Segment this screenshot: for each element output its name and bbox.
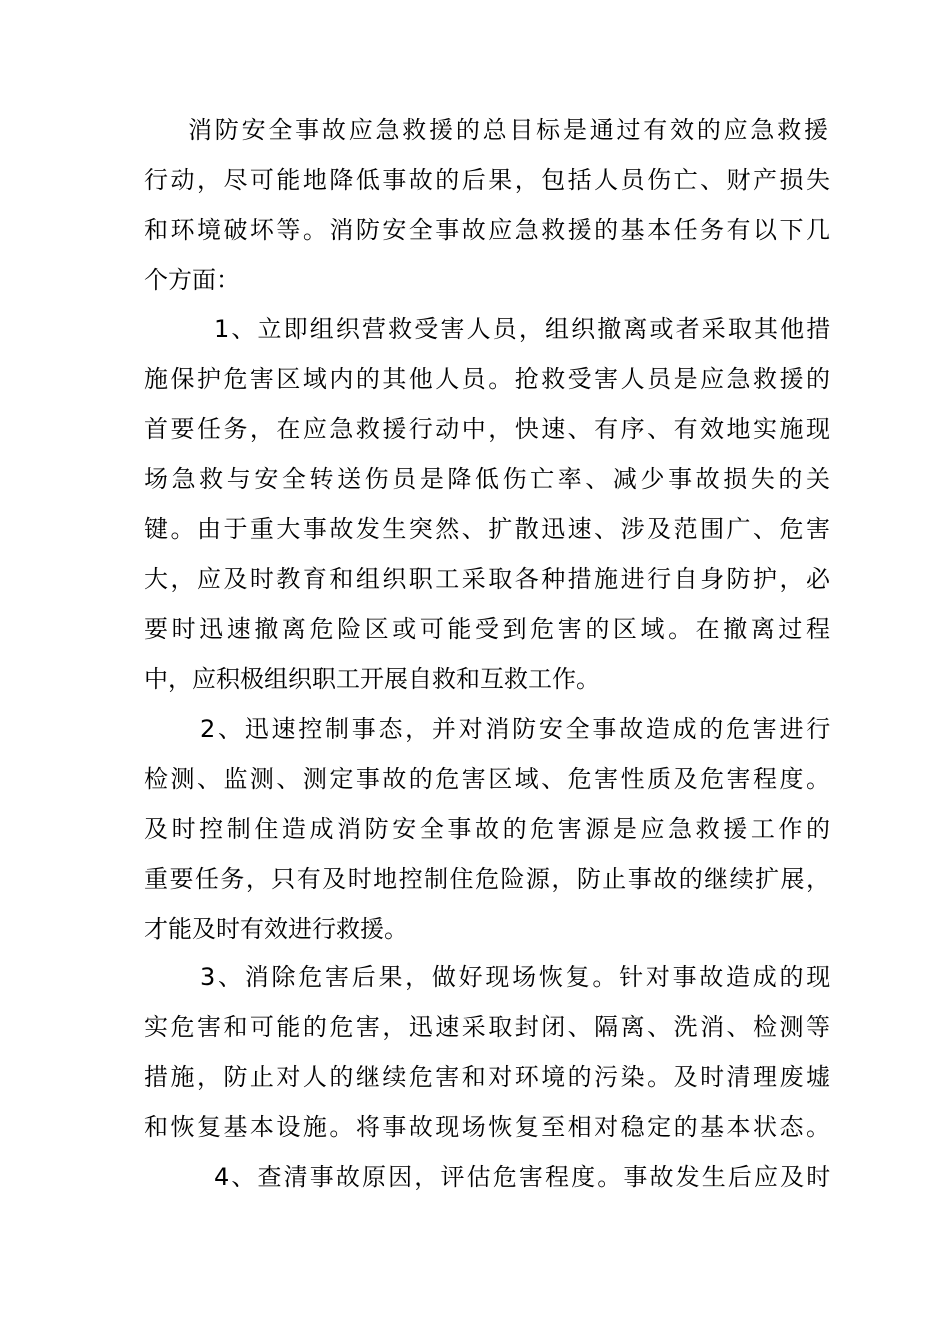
paragraph-2-line-7: 要时迅速撤离危险区或可能受到危害的区域。在撤离过程 xyxy=(144,615,834,643)
paragraph-3-line-2: 检测、监测、测定事故的危害区域、危害性质及危害程度。 xyxy=(144,765,833,793)
paragraph-2-line-8: 中，应积极组织职工开展自救和互救工作。 xyxy=(144,665,600,693)
paragraph-2-line-2: 施保护危害区域内的其他人员。抢救受害人员是应急救援的 xyxy=(144,365,833,393)
paragraph-1-line-4: 个方面： xyxy=(144,266,240,294)
paragraph-2-line-6: 大，应及时教育和组织职工采取各种措施进行自身防护，必 xyxy=(144,565,833,593)
paragraph-3-line-5: 才能及时有效进行救援。 xyxy=(144,915,408,943)
paragraph-4-line-2: 实危害和可能的危害，迅速采取封闭、隔离、洗消、检测等 xyxy=(144,1013,833,1041)
paragraph-4-line-4: 和恢复基本设施。将事故现场恢复至相对稳定的基本状态。 xyxy=(144,1113,833,1141)
paragraph-1-line-1: 消防安全事故应急救援的总目标是通过有效的应急救援 xyxy=(188,116,831,144)
paragraph-4-line-1: 3、消除危害后果，做好现场恢复。针对事故造成的现 xyxy=(200,963,834,991)
paragraph-1-line-2: 行动，尽可能地降低事故的后果，包括人员伤亡、财产损失 xyxy=(144,166,833,194)
paragraph-3-line-1: 2、迅速控制事态，并对消防安全事故造成的危害进行 xyxy=(200,715,834,743)
paragraph-3-line-3: 及时控制住造成消防安全事故的危害源是应急救援工作的 xyxy=(144,815,834,843)
paragraph-2-line-4: 场急救与安全转送伤员是降低伤亡率、减少事故损失的关 xyxy=(144,465,834,493)
paragraph-2-line-1: 1、立即组织营救受害人员，组织撤离或者采取其他措 xyxy=(214,315,833,343)
paragraph-1-line-3: 和环境破坏等。消防安全事故应急救援的基本任务有以下几 xyxy=(144,216,833,244)
paragraph-5-line-1: 4、查清事故原因，评估危害程度。事故发生后应及时 xyxy=(214,1163,833,1191)
paragraph-3-line-4: 重要任务，只有及时地控制住危险源，防止事故的继续扩展， xyxy=(144,865,832,893)
paragraph-2-line-5: 键。由于重大事故发生突然、扩散迅速、涉及范围广、危害 xyxy=(144,515,833,543)
paragraph-2-line-3: 首要任务，在应急救援行动中，快速、有序、有效地实施现 xyxy=(144,415,833,443)
paragraph-4-line-3: 措施，防止对人的继续危害和对环境的污染。及时清理废墟 xyxy=(144,1063,833,1091)
